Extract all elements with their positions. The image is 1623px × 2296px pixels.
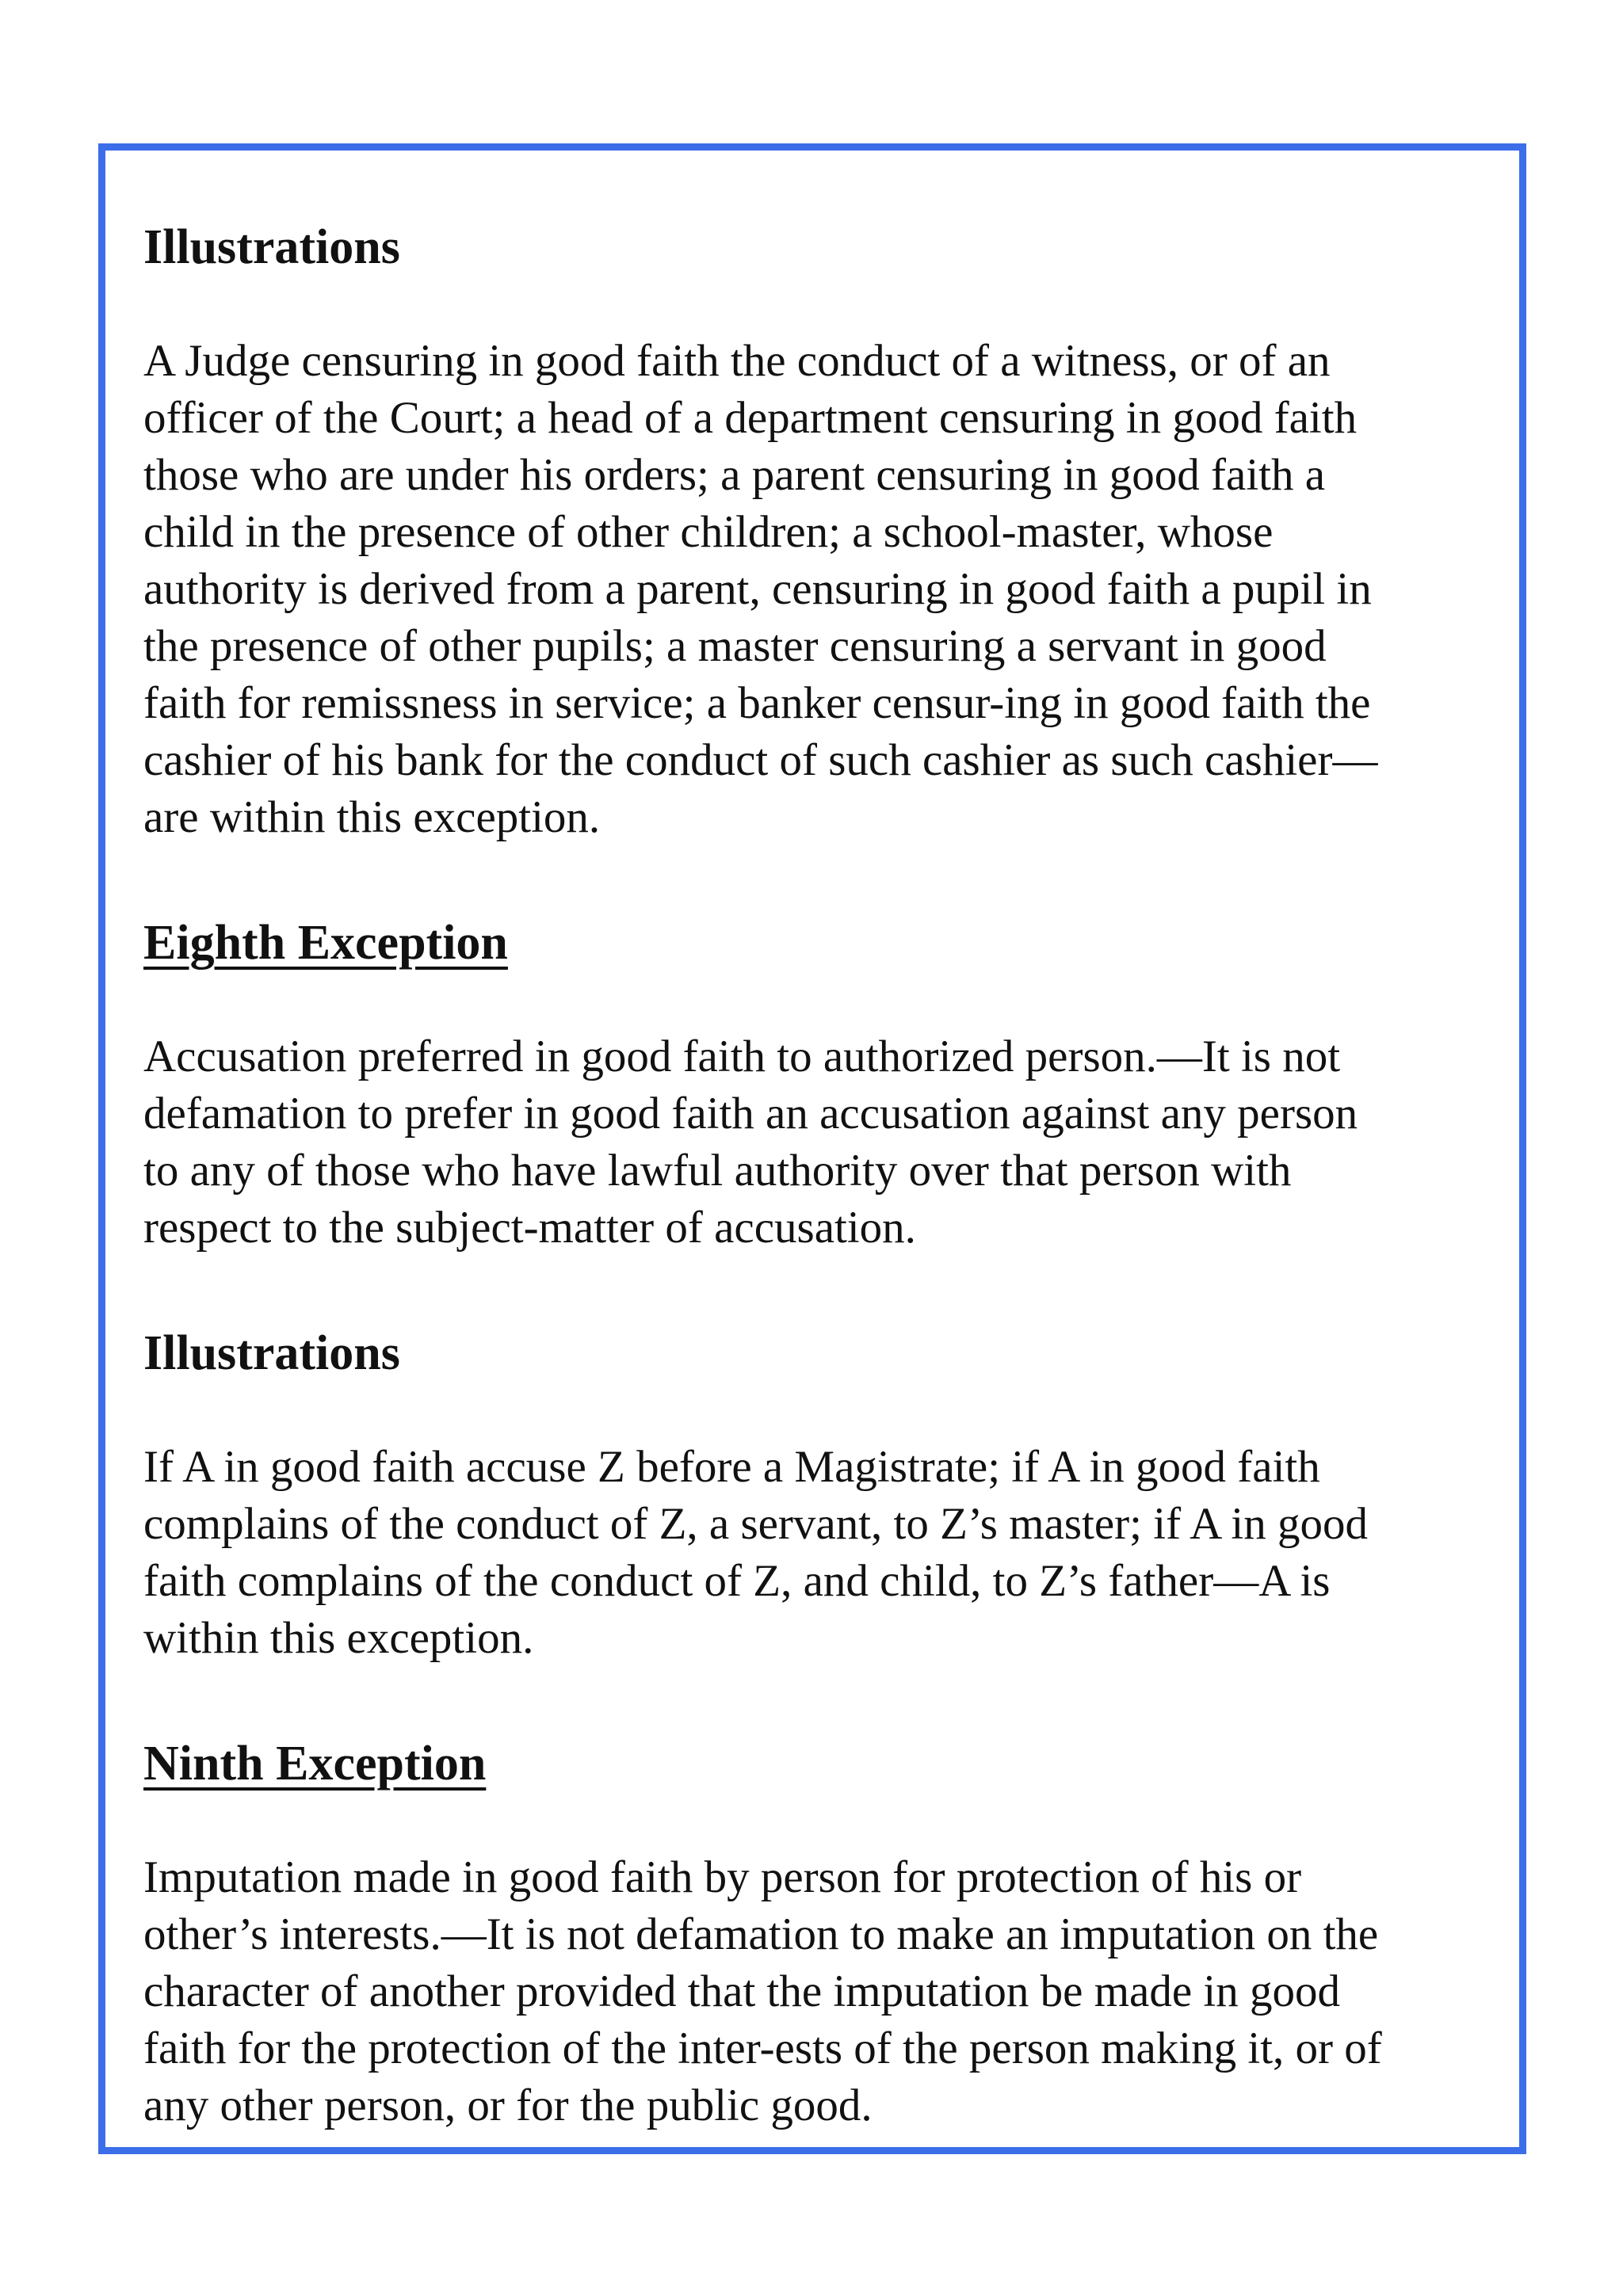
paragraph-line: cashier of his bank for the conduct of such cashier as such cashier— xyxy=(143,735,1378,785)
paragraph-line: respect to the subject-matter of accusation. xyxy=(143,1203,916,1253)
paragraph-line: other’s interests.—It is not defamation to make an imputation on the xyxy=(143,1909,1379,1959)
paragraph-line: to any of those who have lawful authority over that person with xyxy=(143,1146,1292,1196)
paragraph-line: authority is derived from a parent, censuring in good faith a pupil in xyxy=(143,564,1372,614)
paragraph-line: complains of the conduct of Z, a servant, to Z’s master; if A in good xyxy=(143,1499,1369,1549)
paragraph-line: are within this exception. xyxy=(143,792,601,842)
paragraph-line: Imputation made in good faith by person for protection of his or xyxy=(143,1852,1302,1902)
section-heading-illustrations-1: Illustrations xyxy=(143,220,400,274)
section-heading-illustrations-2: Illustrations xyxy=(143,1326,400,1380)
paragraph-line: defamation to prefer in good faith an accusation against any person xyxy=(143,1089,1358,1138)
paragraph-line: within this exception. xyxy=(143,1613,534,1663)
paragraph-line: character of another provided that the imputation be made in good xyxy=(143,1966,1340,2016)
document-content xyxy=(143,219,1507,2134)
paragraph-line: any other person, or for the public good. xyxy=(143,2081,873,2130)
paragraph-line: those who are under his orders; a parent censuring in good faith a xyxy=(143,450,1326,500)
paragraph-line: child in the presence of other children; a school-master, whose xyxy=(143,507,1274,557)
paragraph-line: If A in good faith accuse Z before a Magistrate; if A in good faith xyxy=(143,1442,1320,1492)
document-frame xyxy=(98,143,1526,2154)
section-paragraph-eighth-exception xyxy=(143,1028,1507,1257)
paragraph-line: officer of the Court; a head of a department censuring in good faith xyxy=(143,393,1358,443)
paragraph-line: the presence of other pupils; a master censuring a servant in good xyxy=(143,621,1327,671)
paragraph-line: faith for the protection of the inter-ests of the person making it, or of xyxy=(143,2023,1382,2073)
paragraph-line: Accusation preferred in good faith to authorized person.—It is not xyxy=(143,1032,1341,1081)
paragraph-line: faith for remissness in service; a banker censur-ing in good faith the xyxy=(143,678,1371,728)
section-paragraph-ninth-exception xyxy=(143,1849,1507,2134)
section-heading-ninth-exception: Ninth Exception xyxy=(143,1737,487,1791)
paragraph-line: faith complains of the conduct of Z, and child, to Z’s father—A is xyxy=(143,1556,1331,1606)
paragraph-line: A Judge censuring in good faith the conduct of a witness, or of an xyxy=(143,336,1331,386)
section-heading-eighth-exception: Eighth Exception xyxy=(143,916,508,970)
section-paragraph-illustrations-1 xyxy=(143,333,1507,846)
section-paragraph-illustrations-2 xyxy=(143,1439,1507,1667)
